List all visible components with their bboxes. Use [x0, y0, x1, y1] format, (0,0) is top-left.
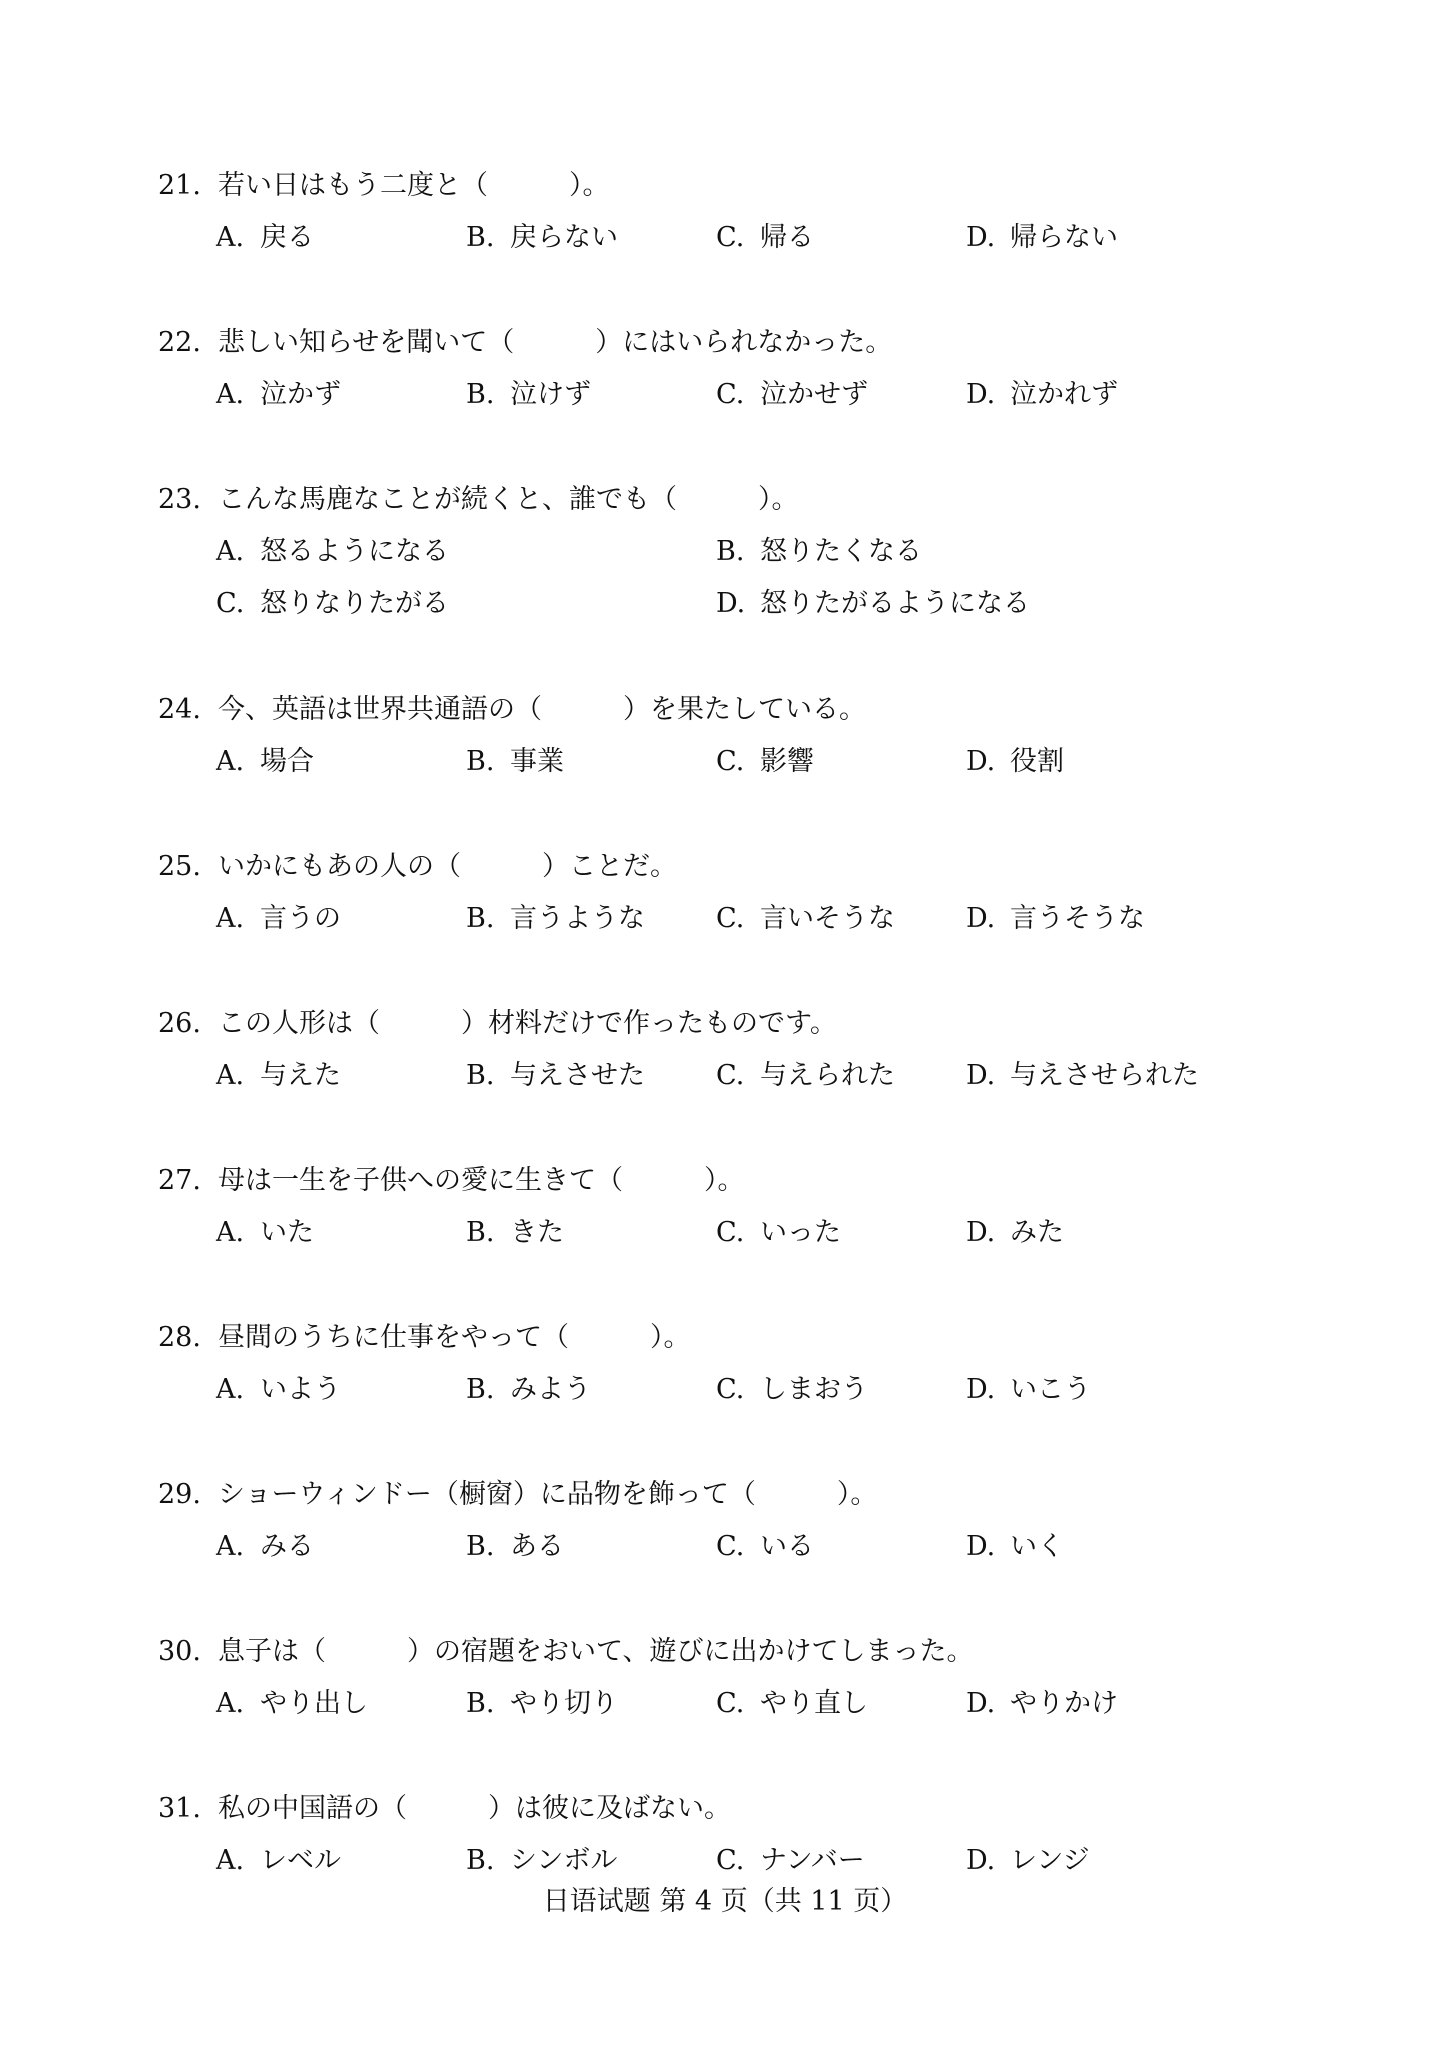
- option-letter: A.: [216, 1217, 245, 1248]
- option-letter: A.: [216, 1060, 245, 1091]
- question-24: [158, 684, 1318, 788]
- option-letter: B.: [466, 379, 495, 410]
- option-letter: C.: [716, 1688, 745, 1719]
- option-letter: D.: [966, 1217, 996, 1248]
- question-number: 31.: [158, 1793, 201, 1824]
- option-list: [158, 1364, 1318, 1416]
- question-number: 21.: [158, 170, 201, 201]
- option-text: いく: [1010, 1531, 1064, 1562]
- option-text: 戻らない: [510, 222, 618, 253]
- option-d: [966, 212, 1118, 264]
- option-letter: B.: [716, 536, 745, 567]
- option-letter: A.: [216, 222, 245, 253]
- option-list: [158, 1678, 1318, 1730]
- option-letter: D.: [966, 222, 996, 253]
- option-letter: A.: [216, 1531, 245, 1562]
- question-text: 母は一生を子供への愛に生きて（ ）。: [218, 1165, 745, 1196]
- option-letter: A.: [216, 1374, 245, 1405]
- option-c: [716, 1050, 895, 1102]
- option-text: 怒るようになる: [260, 536, 449, 567]
- option-letter: B.: [466, 222, 495, 253]
- question-stem: [158, 1155, 1318, 1207]
- option-text: しまおう: [760, 1374, 868, 1405]
- option-a: [216, 1678, 368, 1730]
- question-stem: [158, 1312, 1318, 1364]
- option-d: [966, 369, 1118, 421]
- option-list: [158, 212, 1318, 264]
- question-number: 30.: [158, 1636, 201, 1667]
- option-letter: C.: [716, 1060, 745, 1091]
- option-text: 泣かず: [260, 379, 341, 410]
- option-letter: D.: [966, 1688, 996, 1719]
- option-a: [216, 526, 449, 578]
- option-c: [716, 369, 868, 421]
- option-text: いた: [260, 1217, 314, 1248]
- option-a: [216, 212, 314, 264]
- option-list: [158, 1835, 1318, 1887]
- question-number: 28.: [158, 1322, 201, 1353]
- question-text: 昼間のうちに仕事をやって（ ）。: [218, 1322, 691, 1353]
- option-letter: B.: [466, 1060, 495, 1091]
- option-letter: D.: [966, 903, 996, 934]
- option-letter: C.: [716, 1374, 745, 1405]
- question-text: いかにもあの人の（ ）ことだ。: [218, 851, 677, 882]
- option-a: [216, 1521, 314, 1573]
- question-stem: [158, 841, 1318, 893]
- option-d: [966, 1207, 1064, 1259]
- option-d: [966, 1521, 1064, 1573]
- option-a: [216, 1364, 341, 1416]
- page-footer: 日语试题 第 4 页（共 11 页）: [542, 1886, 908, 1917]
- option-text: 与えさせられた: [1010, 1060, 1199, 1091]
- option-text: 言うそうな: [1010, 903, 1145, 934]
- question-text: 悲しい知らせを聞いて（ ）にはいられなかった。: [218, 327, 893, 358]
- option-text: いこう: [1010, 1374, 1091, 1405]
- option-text: 与えられた: [760, 1060, 895, 1091]
- option-letter: C.: [716, 903, 745, 934]
- option-letter: D.: [716, 588, 746, 619]
- question-text: 息子は（ ）の宿題をおいて、遊びに出かけてしまった。: [218, 1636, 974, 1667]
- option-letter: D.: [966, 1531, 996, 1562]
- option-text: きた: [510, 1217, 564, 1248]
- option-text: やり切り: [510, 1688, 618, 1719]
- question-text: 私の中国語の（ ）は彼に及ばない。: [218, 1793, 731, 1824]
- option-text: ある: [510, 1531, 564, 1562]
- option-c: [216, 578, 449, 630]
- question-stem: [158, 1783, 1318, 1835]
- option-a: [216, 1835, 341, 1887]
- option-letter: B.: [466, 1531, 495, 1562]
- option-letter: A.: [216, 1845, 245, 1876]
- option-letter: B.: [466, 903, 495, 934]
- question-stem: [158, 998, 1318, 1050]
- option-d: [966, 1050, 1199, 1102]
- option-letter: A.: [216, 379, 245, 410]
- question-text: 若い日はもう二度と（ ）。: [218, 170, 610, 201]
- option-text: いる: [760, 1531, 814, 1562]
- option-text: 言いそうな: [760, 903, 895, 934]
- option-c: [716, 893, 895, 945]
- question-31: [158, 1783, 1318, 1887]
- option-letter: C.: [716, 1531, 745, 1562]
- option-text: 影響: [760, 746, 814, 777]
- question-text: この人形は（ ）材料だけで作ったものです。: [218, 1008, 837, 1039]
- option-letter: C.: [216, 588, 245, 619]
- option-letter: A.: [216, 1688, 245, 1719]
- question-28: [158, 1312, 1318, 1416]
- question-23: [158, 474, 1318, 630]
- option-text: 言うの: [260, 903, 341, 934]
- question-text: ショーウィンドー（橱窗）に品物を飾って（ ）。: [218, 1479, 878, 1510]
- question-stem: [158, 317, 1318, 369]
- option-letter: B.: [466, 1845, 495, 1876]
- option-c: [716, 212, 814, 264]
- option-list: [158, 369, 1318, 421]
- question-21: [158, 160, 1318, 264]
- question-29: [158, 1469, 1318, 1573]
- option-c: [716, 1678, 868, 1730]
- option-d: [716, 578, 1030, 630]
- option-d: [966, 1835, 1090, 1887]
- option-a: [216, 893, 341, 945]
- option-text: 泣かせず: [760, 379, 868, 410]
- option-text: 怒りなりたがる: [260, 588, 449, 619]
- option-text: レベル: [260, 1845, 341, 1876]
- option-text: 泣かれず: [1010, 379, 1118, 410]
- question-number: 22.: [158, 327, 201, 358]
- option-b: [466, 212, 618, 264]
- option-text: シンボル: [510, 1845, 618, 1876]
- question-number: 24.: [158, 694, 201, 725]
- option-letter: D.: [966, 1845, 996, 1876]
- question-number: 29.: [158, 1479, 201, 1510]
- option-c: [716, 1835, 865, 1887]
- option-a: [216, 1207, 314, 1259]
- question-stem: [158, 1626, 1318, 1678]
- option-c: [716, 1521, 814, 1573]
- option-b: [466, 736, 564, 788]
- option-text: やりかけ: [1010, 1688, 1118, 1719]
- option-text: やり直し: [760, 1688, 868, 1719]
- option-text: 事業: [510, 746, 564, 777]
- option-text: レンジ: [1010, 1845, 1090, 1876]
- option-text: いった: [760, 1217, 841, 1248]
- option-text: 役割: [1010, 746, 1064, 777]
- option-text: 与えさせた: [510, 1060, 645, 1091]
- question-22: [158, 317, 1318, 421]
- option-letter: B.: [466, 746, 495, 777]
- option-a: [216, 369, 341, 421]
- question-25: [158, 841, 1318, 945]
- option-text: みる: [260, 1531, 314, 1562]
- option-letter: D.: [966, 1060, 996, 1091]
- option-text: やり出し: [260, 1688, 368, 1719]
- option-text: みよう: [510, 1374, 591, 1405]
- option-letter: A.: [216, 746, 245, 777]
- option-text: 場合: [260, 746, 314, 777]
- option-d: [966, 1678, 1118, 1730]
- option-text: みた: [1010, 1217, 1064, 1248]
- option-list: [158, 1050, 1318, 1102]
- option-letter: C.: [716, 746, 745, 777]
- option-text: いよう: [260, 1374, 341, 1405]
- option-b: [466, 1835, 617, 1887]
- option-text: 怒りたくなる: [760, 536, 922, 567]
- option-text: 戻る: [260, 222, 314, 253]
- option-d: [966, 736, 1064, 788]
- option-c: [716, 1207, 841, 1259]
- option-b: [466, 1521, 564, 1573]
- question-number: 26.: [158, 1008, 201, 1039]
- question-number: 25.: [158, 851, 201, 882]
- option-b: [466, 1678, 618, 1730]
- option-letter: B.: [466, 1217, 495, 1248]
- option-a: [216, 1050, 341, 1102]
- question-26: [158, 998, 1318, 1102]
- option-b: [466, 893, 645, 945]
- option-letter: D.: [966, 746, 996, 777]
- option-text: 帰る: [760, 222, 814, 253]
- question-text: 今、英語は世界共通語の（ ）を果たしている。: [218, 694, 866, 725]
- option-letter: D.: [966, 379, 996, 410]
- question-30: [158, 1626, 1318, 1730]
- option-text: 言うような: [510, 903, 645, 934]
- option-d: [966, 1364, 1091, 1416]
- option-b: [716, 526, 922, 578]
- option-list: [158, 893, 1318, 945]
- question-number: 27.: [158, 1165, 201, 1196]
- question-text: こんな馬鹿なことが続くと、誰でも（ ）。: [218, 484, 799, 515]
- option-letter: C.: [716, 379, 745, 410]
- option-list: [158, 526, 1318, 630]
- option-list: [158, 736, 1318, 788]
- option-letter: A.: [216, 536, 245, 567]
- question-stem: [158, 684, 1318, 736]
- option-letter: D.: [966, 1374, 996, 1405]
- option-b: [466, 1207, 564, 1259]
- option-text: 帰らない: [1010, 222, 1118, 253]
- option-text: 与えた: [260, 1060, 341, 1091]
- option-letter: B.: [466, 1374, 495, 1405]
- option-b: [466, 1050, 645, 1102]
- option-letter: C.: [716, 1845, 745, 1876]
- option-text: 泣けず: [510, 379, 591, 410]
- question-stem: [158, 474, 1318, 526]
- option-b: [466, 369, 591, 421]
- question-stem: [158, 160, 1318, 212]
- option-c: [716, 736, 814, 788]
- option-letter: B.: [466, 1688, 495, 1719]
- option-a: [216, 736, 314, 788]
- option-b: [466, 1364, 591, 1416]
- option-list: [158, 1207, 1318, 1259]
- option-d: [966, 893, 1145, 945]
- option-letter: C.: [716, 222, 745, 253]
- option-c: [716, 1364, 868, 1416]
- option-letter: C.: [716, 1217, 745, 1248]
- question-27: [158, 1155, 1318, 1259]
- option-list: [158, 1521, 1318, 1573]
- option-letter: A.: [216, 903, 245, 934]
- question-number: 23.: [158, 484, 201, 515]
- question-stem: [158, 1469, 1318, 1521]
- option-text: ナンバー: [760, 1845, 865, 1876]
- option-text: 怒りたがるようになる: [760, 588, 1030, 619]
